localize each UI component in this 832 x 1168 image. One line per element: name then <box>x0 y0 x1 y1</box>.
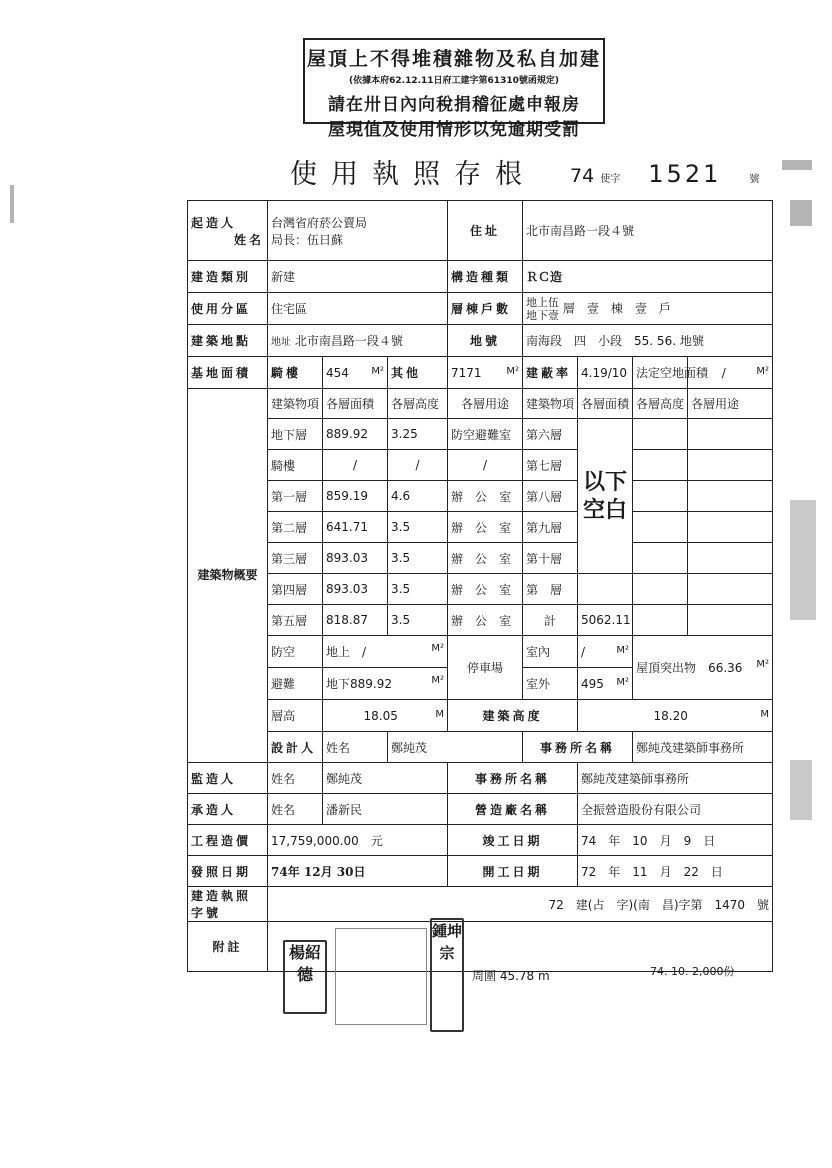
address-label: 住址 <box>448 201 523 261</box>
outdoor-value <box>578 668 633 700</box>
floor-row <box>188 543 773 574</box>
start-value: 72 年 11 月 22 日 <box>578 856 773 887</box>
floor-name: 第七層 <box>523 450 578 481</box>
floor-height: 3.5 <box>388 605 448 636</box>
complete-value: 74 年 10 月 9 日 <box>578 825 773 856</box>
col-item: 建築物項 <box>268 389 323 419</box>
floor-row <box>188 419 773 450</box>
floor-use: / <box>448 450 523 481</box>
shelter-above <box>323 636 448 668</box>
unit: M² <box>431 643 445 654</box>
blank-note: 以下空白 <box>578 419 633 574</box>
floor-name: 第一層 <box>268 481 323 512</box>
floor-height <box>633 450 688 481</box>
license-value: 72 建(占 字)(南 昌)字第 1470 號 <box>268 887 773 922</box>
arcade-label: 騎樓 <box>268 357 323 389</box>
permit-year: 74 <box>570 165 595 187</box>
area-label: 基地面積 <box>188 357 268 389</box>
shelter-below <box>323 668 448 700</box>
floor-row <box>188 605 773 636</box>
owner-value-1: 台灣省府菸公賣局 <box>271 215 368 230</box>
shelter-below-label: 地下 <box>326 677 351 691</box>
name-label: 姓名 <box>268 763 323 794</box>
indoor-number: / <box>581 644 586 659</box>
floor-height: 3.5 <box>388 574 448 605</box>
floor-row <box>188 512 773 543</box>
usage-value: 住宅區 <box>268 293 448 325</box>
floor-area: / <box>323 450 388 481</box>
complete-label: 竣工日期 <box>448 825 578 856</box>
floors-above: 地上伍 <box>526 295 560 309</box>
col-area-2: 各層面積 <box>578 389 633 419</box>
floor-height-value: 18.05 <box>363 708 398 723</box>
indoor-value <box>578 636 633 668</box>
col-item-2: 建築物項 <box>523 389 578 419</box>
supervisor-label: 監造人 <box>188 763 268 794</box>
license-label: 建造執照字號 <box>188 887 268 922</box>
floor-height <box>633 543 688 574</box>
address-value: 北市南昌路一段４號 <box>523 201 773 261</box>
floor-height-label: 層高 <box>268 700 323 732</box>
cost-unit: 元 <box>370 833 383 848</box>
notice-line-1: 屋頂上不得堆積雜物及私自加建 <box>306 48 601 70</box>
designer-label: 設計人 <box>268 732 323 763</box>
owner-value-2: 局長：伍日蘇 <box>271 232 344 247</box>
floor-use: 辦 公 室 <box>448 481 523 512</box>
col-height-2: 各層高度 <box>633 389 688 419</box>
outdoor-number: 495 <box>581 676 604 691</box>
office-label: 事務所名稱 <box>523 732 633 763</box>
stamp-seal-2: 鍾坤宗 <box>430 918 464 1032</box>
floor-height: 3.25 <box>388 419 448 450</box>
other-label: 其他 <box>388 357 448 389</box>
parking-label: 停車場 <box>448 636 523 700</box>
lot-label: 地號 <box>448 325 523 357</box>
designer-name: 鄭純茂 <box>388 732 523 763</box>
unit: M <box>435 708 445 720</box>
col-height: 各層高度 <box>388 389 448 419</box>
shelter-label: 避難 <box>268 668 323 700</box>
cost-value <box>268 825 448 856</box>
floor-name: 第四層 <box>268 574 323 605</box>
floor-use <box>688 574 773 605</box>
contractor-office: 全振營造股份有限公司 <box>578 794 773 825</box>
outdoor-label: 室外 <box>523 668 578 700</box>
floor-height <box>633 605 688 636</box>
floors-below: 地下壹 <box>526 308 560 322</box>
site-value <box>268 325 448 357</box>
unit: M <box>760 708 770 720</box>
floor-row <box>188 450 773 481</box>
office-label: 事務所名稱 <box>448 763 578 794</box>
floor-area: 641.71 <box>323 512 388 543</box>
owner-label-2: 姓名 <box>233 232 264 247</box>
site-label: 建築地點 <box>188 325 268 357</box>
unit: M² <box>616 644 630 656</box>
roof-label: 屋頂突出物 <box>636 661 697 675</box>
floor-area: 859.19 <box>323 481 388 512</box>
start-label: 開工日期 <box>448 856 578 887</box>
floor-height <box>633 419 688 450</box>
contractor-name: 潘新民 <box>323 794 448 825</box>
floor-name: 第九層 <box>523 512 578 543</box>
floor-height: 3.5 <box>388 512 448 543</box>
owner-label <box>188 201 268 261</box>
permit-prefix: 使字 <box>600 174 621 185</box>
setback-number: / <box>721 365 726 380</box>
issue-value: 74年 12月 30日 <box>268 856 448 887</box>
structure-value: ＲＣ造 <box>523 261 773 293</box>
scan-mark <box>782 160 812 170</box>
roof-structure <box>633 636 773 700</box>
coverage-label: 建蔽率 <box>523 357 578 389</box>
permit-serial: 1521 <box>648 160 722 188</box>
floor-use: 辦 公 室 <box>448 543 523 574</box>
floor-area: 889.92 <box>323 419 388 450</box>
build-type-label: 建造類別 <box>188 261 268 293</box>
arcade-value <box>323 357 388 389</box>
floor-use <box>688 419 773 450</box>
floor-use <box>688 450 773 481</box>
notice-box <box>303 38 605 140</box>
floor-use <box>688 481 773 512</box>
arcade-number: 454 <box>326 365 349 380</box>
floor-area: 893.03 <box>323 543 388 574</box>
floor-name: 第五層 <box>268 605 323 636</box>
unit: M² <box>431 675 445 686</box>
site-address: 北市南昌路一段４號 <box>294 334 403 348</box>
stamp-area <box>265 918 465 1028</box>
floor-name: 第十層 <box>523 543 578 574</box>
floor-name: 第 層 <box>523 574 578 605</box>
floor-area <box>578 574 633 605</box>
floors-label: 層棟戶數 <box>448 293 523 325</box>
floor-height <box>633 481 688 512</box>
cost-number: 17,759,000.00 <box>271 833 359 848</box>
floor-name: 第二層 <box>268 512 323 543</box>
notice-line-2: (依據本府62.12.11日府工建字第61310號函規定) <box>349 76 559 86</box>
floor-area: 5062.11 <box>578 605 633 636</box>
other-value <box>448 357 523 389</box>
indoor-label: 室內 <box>523 636 578 668</box>
shelter-above-value: / <box>362 645 367 659</box>
scan-mark <box>790 760 812 820</box>
floors-value <box>523 293 773 325</box>
stamp-seal-1: 楊紹德 <box>283 940 327 1014</box>
floor-name: 第三層 <box>268 543 323 574</box>
usage-label: 使用分區 <box>188 293 268 325</box>
floor-use: 辦 公 室 <box>448 605 523 636</box>
unit: M² <box>506 365 520 377</box>
col-area: 各層面積 <box>323 389 388 419</box>
document-title: 使用執照存根 <box>290 159 536 190</box>
cost-label: 工程造價 <box>188 825 268 856</box>
contractor-label: 承造人 <box>188 794 268 825</box>
floor-use <box>688 605 773 636</box>
scan-mark <box>790 500 816 620</box>
building-height-label: 建築高度 <box>448 700 578 732</box>
lot-value: 南海段 四 小段 55. 56. 地號 <box>523 325 773 357</box>
print-info: 74. 10. 2,000份 <box>650 965 735 978</box>
shelter-below-value: 889.92 <box>350 677 393 691</box>
issue-label: 發照日期 <box>188 856 268 887</box>
name-label: 姓名 <box>268 794 323 825</box>
name-label: 姓名 <box>323 732 388 763</box>
shelter-above-label: 地上 <box>326 645 351 659</box>
permit-suffix: 號 <box>749 174 760 185</box>
col-use: 各層用途 <box>448 389 523 419</box>
designer-office: 鄭純茂建築師事務所 <box>633 732 773 763</box>
permit-number <box>570 160 759 188</box>
building-height-value: 18.20 <box>653 708 688 723</box>
floor-name: 騎樓 <box>268 450 323 481</box>
floor-height: 4.6 <box>388 481 448 512</box>
factory-label: 營造廠名稱 <box>448 794 578 825</box>
license-table <box>187 200 773 972</box>
owner-label-1: 起造人 <box>191 215 237 230</box>
floor-name: 第六層 <box>523 419 578 450</box>
floor-area: 893.03 <box>323 574 388 605</box>
other-number: 7171 <box>451 365 482 380</box>
floor-name: 計 <box>523 605 578 636</box>
coverage-value: 4.19/10 <box>578 357 633 389</box>
supervisor-name: 鄭純茂 <box>323 763 448 794</box>
floor-name: 第八層 <box>523 481 578 512</box>
floor-use <box>688 543 773 574</box>
notice-line-3: 請在卅日內向稅捐稽征處申報房 <box>328 95 580 115</box>
supervisor-office: 鄭純茂建築師事務所 <box>578 763 773 794</box>
floor-height: 3.5 <box>388 543 448 574</box>
shelter-label: 防空 <box>268 636 323 668</box>
unit: M² <box>616 676 630 688</box>
notice-line-4: 屋現值及使用情形以免逾期受罰 <box>328 120 580 140</box>
build-type-value: 新建 <box>268 261 448 293</box>
floor-height: / <box>388 450 448 481</box>
signature-box <box>335 928 427 1025</box>
unit: M² <box>756 659 770 670</box>
unit: M² <box>371 365 384 377</box>
floor-use: 辦 公 室 <box>448 512 523 543</box>
floor-height-total <box>323 700 448 732</box>
site-prefix: 地址 <box>271 337 291 348</box>
unit: M² <box>756 365 770 377</box>
roof-value: 66.36 <box>708 661 743 675</box>
floor-use: 防空避難室 <box>448 419 523 450</box>
floor-height <box>633 574 688 605</box>
perimeter-note: 周圍 45.78 m <box>472 969 550 983</box>
owner-value <box>268 201 448 261</box>
floor-use: 辦 公 室 <box>448 574 523 605</box>
structure-label: 構造種類 <box>448 261 523 293</box>
col-use-2: 各層用途 <box>688 389 773 419</box>
floor-row <box>188 481 773 512</box>
floor-row <box>188 574 773 605</box>
setback-label: 法定空地面積 <box>633 357 688 389</box>
floor-name: 地下層 <box>268 419 323 450</box>
floor-area: 818.87 <box>323 605 388 636</box>
floor-use <box>688 512 773 543</box>
building-section-label: 建築物概要 <box>188 389 268 763</box>
floors-count: 層 壹 棟 壹 戶 <box>562 301 671 315</box>
building-height <box>578 700 773 732</box>
scan-mark <box>10 185 14 223</box>
scan-mark <box>790 200 812 226</box>
floor-height <box>633 512 688 543</box>
remark-label: 附註 <box>188 922 268 972</box>
